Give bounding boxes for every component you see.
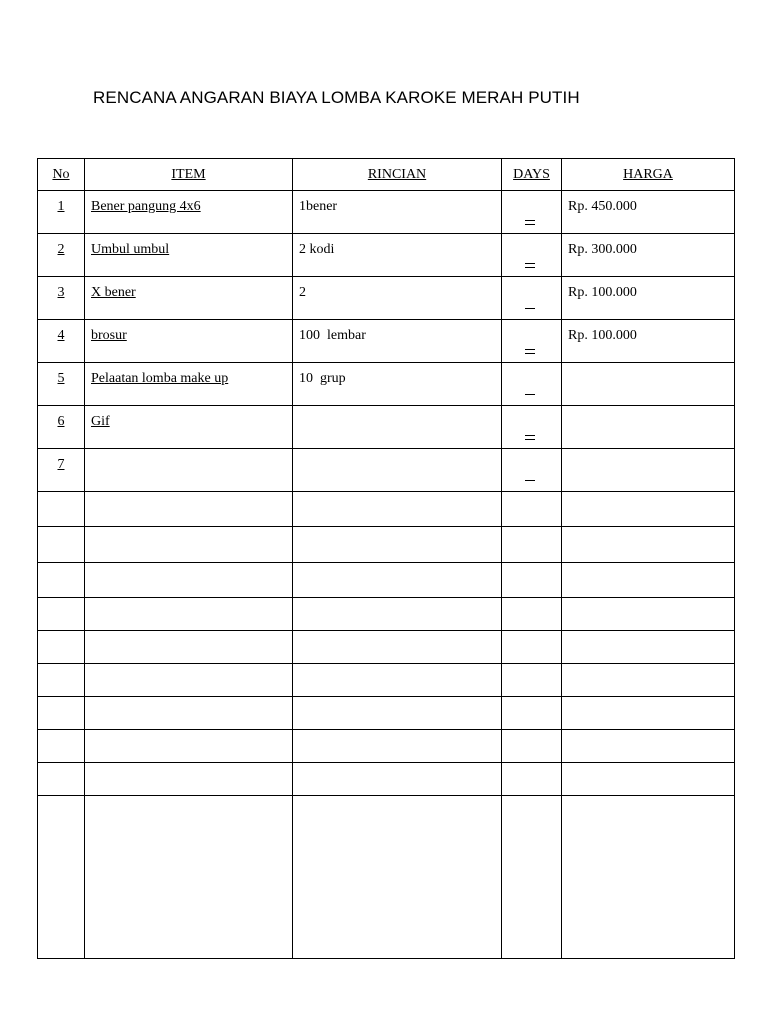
empty-table-row [38, 763, 735, 796]
row-harga: Rp. 100.000 [562, 320, 735, 363]
empty-cell [85, 598, 293, 631]
empty-cell [293, 563, 502, 598]
row-rincian [293, 449, 502, 492]
empty-table-row [38, 730, 735, 763]
row-rincian: 1bener [293, 191, 502, 234]
budget-table [37, 158, 735, 959]
row-days [502, 320, 562, 363]
row-item [85, 320, 293, 363]
empty-cell [502, 492, 562, 527]
row-item [85, 191, 293, 234]
row-no: 5 [38, 363, 85, 406]
empty-table-row [38, 563, 735, 598]
empty-cell [85, 664, 293, 697]
empty-table-row [38, 796, 735, 959]
row-item [85, 449, 293, 492]
empty-cell [85, 631, 293, 664]
days-mark [524, 385, 531, 399]
header-item [85, 159, 293, 191]
header-harga [562, 159, 735, 191]
empty-table-row [38, 697, 735, 730]
empty-table-row [38, 527, 735, 563]
empty-table-row [38, 598, 735, 631]
row-days [502, 363, 562, 406]
empty-table-row [38, 492, 735, 527]
table-row [38, 363, 735, 406]
empty-cell [85, 763, 293, 796]
row-item-text: Umbul umbul [91, 242, 170, 257]
empty-cell [502, 730, 562, 763]
row-harga [562, 363, 735, 406]
empty-cell [562, 631, 735, 664]
row-days [502, 191, 562, 234]
row-days [502, 277, 562, 320]
days-mark [524, 299, 531, 313]
empty-cell [85, 796, 293, 959]
row-days [502, 234, 562, 277]
empty-cell [293, 527, 502, 563]
empty-table-row [38, 631, 735, 664]
row-rincian: 100 lembar [293, 320, 502, 363]
empty-cell [38, 598, 85, 631]
empty-cell [85, 697, 293, 730]
header-days [502, 159, 562, 191]
row-no: 4 [38, 320, 85, 363]
empty-cell [293, 631, 502, 664]
empty-cell [502, 598, 562, 631]
empty-cell [502, 763, 562, 796]
empty-cell [502, 697, 562, 730]
row-item-text: Pelaatan lomba make up [91, 371, 229, 386]
table-header-row [38, 159, 735, 191]
equals-mark [525, 263, 535, 268]
empty-cell [293, 598, 502, 631]
empty-cell [562, 664, 735, 697]
empty-table-row [38, 664, 735, 697]
empty-cell [502, 631, 562, 664]
table-row [38, 234, 735, 277]
empty-cell [562, 492, 735, 527]
row-rincian: 10 grup [293, 363, 502, 406]
row-item-text: X bener [91, 285, 136, 300]
empty-cell [38, 631, 85, 664]
dash-mark [525, 394, 535, 395]
dash-mark [525, 308, 535, 309]
row-rincian [293, 406, 502, 449]
equals-mark [525, 220, 535, 225]
header-rincian-label: RINCIAN [367, 166, 427, 182]
empty-cell [293, 664, 502, 697]
empty-cell [562, 527, 735, 563]
table-row [38, 320, 735, 363]
empty-cell [562, 598, 735, 631]
empty-cell [85, 730, 293, 763]
row-harga [562, 449, 735, 492]
header-rincian [293, 159, 502, 191]
empty-cell [38, 697, 85, 730]
row-days [502, 449, 562, 492]
empty-cell [85, 492, 293, 527]
empty-cell [38, 796, 85, 959]
row-no: 2 [38, 234, 85, 277]
table-row [38, 191, 735, 234]
empty-cell [502, 563, 562, 598]
document-title: RENCANA ANGARAN BIAYA LOMBA KAROKE MERAH PUTIH [93, 88, 580, 107]
row-item [85, 406, 293, 449]
row-rincian: 2 [293, 277, 502, 320]
empty-cell [293, 730, 502, 763]
row-no: 6 [38, 406, 85, 449]
row-item-text: brosur [91, 328, 127, 343]
row-harga: Rp. 300.000 [562, 234, 735, 277]
table-row [38, 277, 735, 320]
header-no [38, 159, 85, 191]
row-item-text: Gif [91, 414, 110, 429]
empty-cell [85, 563, 293, 598]
row-item [85, 363, 293, 406]
dash-mark [525, 480, 535, 481]
empty-cell [562, 796, 735, 959]
empty-cell [562, 763, 735, 796]
row-days [502, 406, 562, 449]
row-no: 7 [38, 449, 85, 492]
equals-mark [525, 435, 535, 440]
header-no-label: No [52, 166, 70, 182]
empty-cell [38, 763, 85, 796]
empty-cell [502, 796, 562, 959]
empty-cell [293, 697, 502, 730]
table-row [38, 449, 735, 492]
empty-cell [293, 796, 502, 959]
days-mark [524, 471, 531, 485]
header-item-label: ITEM [171, 166, 206, 182]
empty-cell [502, 527, 562, 563]
empty-cell [38, 527, 85, 563]
table-row [38, 406, 735, 449]
empty-cell [85, 527, 293, 563]
empty-cell [38, 730, 85, 763]
row-harga: Rp. 450.000 [562, 191, 735, 234]
row-no: 1 [38, 191, 85, 234]
row-item-text: Bener pangung 4x6 [91, 199, 201, 214]
empty-cell [562, 730, 735, 763]
empty-cell [38, 492, 85, 527]
empty-cell [38, 563, 85, 598]
empty-cell [562, 563, 735, 598]
empty-cell [502, 664, 562, 697]
header-days-label: DAYS [513, 166, 550, 182]
row-no: 3 [38, 277, 85, 320]
empty-cell [293, 492, 502, 527]
row-harga [562, 406, 735, 449]
row-item [85, 277, 293, 320]
empty-cell [38, 664, 85, 697]
header-harga-label: HARGA [623, 166, 673, 182]
row-item [85, 234, 293, 277]
empty-cell [293, 763, 502, 796]
equals-mark [525, 349, 535, 354]
empty-cell [562, 697, 735, 730]
row-harga: Rp. 100.000 [562, 277, 735, 320]
row-rincian: 2 kodi [293, 234, 502, 277]
